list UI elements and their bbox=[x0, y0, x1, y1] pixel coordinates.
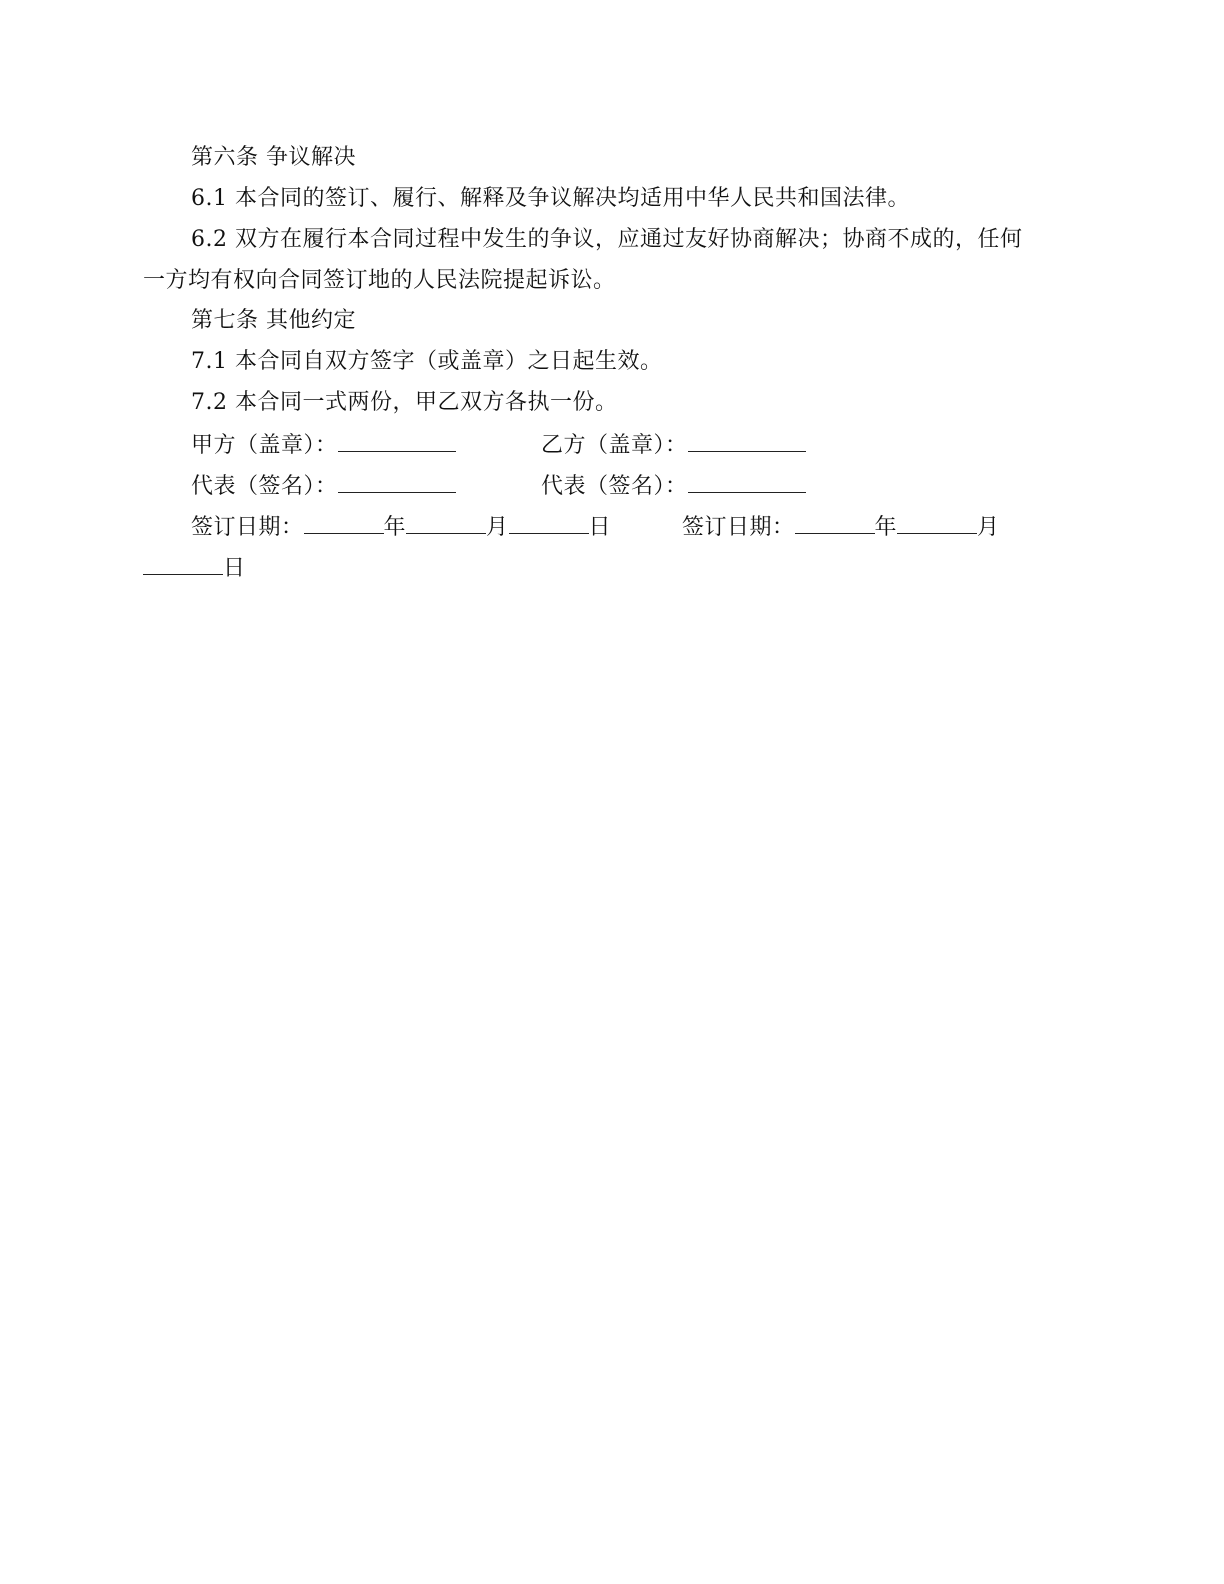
party-b-seal-blank[interactable] bbox=[688, 429, 806, 452]
rep-a-row bbox=[191, 470, 456, 502]
date-b-day-row bbox=[143, 552, 246, 584]
party-a-seal-blank[interactable] bbox=[338, 429, 456, 452]
date-b-day-label: 日 bbox=[223, 556, 246, 581]
date-b-month-blank[interactable] bbox=[897, 511, 977, 534]
date-a-row bbox=[191, 511, 611, 543]
article6-heading: 第六条 争议解决 bbox=[191, 145, 356, 170]
date-b-year-blank[interactable] bbox=[795, 511, 875, 534]
party-a-seal-row bbox=[191, 429, 456, 461]
clause-7-1: 7.1 本合同自双方签字（或盖章）之日起生效。 bbox=[191, 349, 663, 374]
date-a-year-label: 年 bbox=[383, 515, 407, 540]
date-b-label: 签订日期： bbox=[682, 515, 795, 540]
date-b-day-blank[interactable] bbox=[143, 552, 223, 575]
party-b-seal-label: 乙方（盖章）： bbox=[541, 433, 688, 458]
date-b-month-label: 月 bbox=[977, 515, 1000, 540]
clause-6-2-line2: 一方均有权向合同签订地的人民法院提起诉讼。 bbox=[143, 268, 616, 293]
rep-a-blank[interactable] bbox=[338, 470, 456, 493]
party-b-seal-row bbox=[541, 429, 806, 461]
rep-b-label: 代表（签名）： bbox=[541, 474, 688, 499]
date-a-year-blank[interactable] bbox=[304, 511, 384, 534]
article7-heading: 第七条 其他约定 bbox=[191, 308, 356, 333]
clause-6-1: 6.1 本合同的签订、履行、解释及争议解决均适用中华人民共和国法律。 bbox=[191, 186, 910, 211]
date-a-label: 签订日期： bbox=[191, 515, 304, 540]
clause-7-2: 7.2 本合同一式两份，甲乙双方各执一份。 bbox=[191, 390, 618, 415]
rep-b-blank[interactable] bbox=[688, 470, 806, 493]
date-a-day-label: 日 bbox=[588, 515, 612, 540]
rep-b-row bbox=[541, 470, 806, 502]
date-a-day-blank[interactable] bbox=[509, 511, 589, 534]
date-a-month-label: 月 bbox=[486, 515, 509, 540]
date-b-row bbox=[682, 511, 1000, 543]
date-b-year-label: 年 bbox=[874, 515, 898, 540]
date-a-month-blank[interactable] bbox=[406, 511, 486, 534]
clause-6-2-line1: 6.2 双方在履行本合同过程中发生的争议，应通过友好协商解决；协商不成的，任何 bbox=[191, 227, 1023, 252]
party-a-seal-label: 甲方（盖章）： bbox=[191, 433, 338, 458]
rep-a-label: 代表（签名）： bbox=[191, 474, 338, 499]
